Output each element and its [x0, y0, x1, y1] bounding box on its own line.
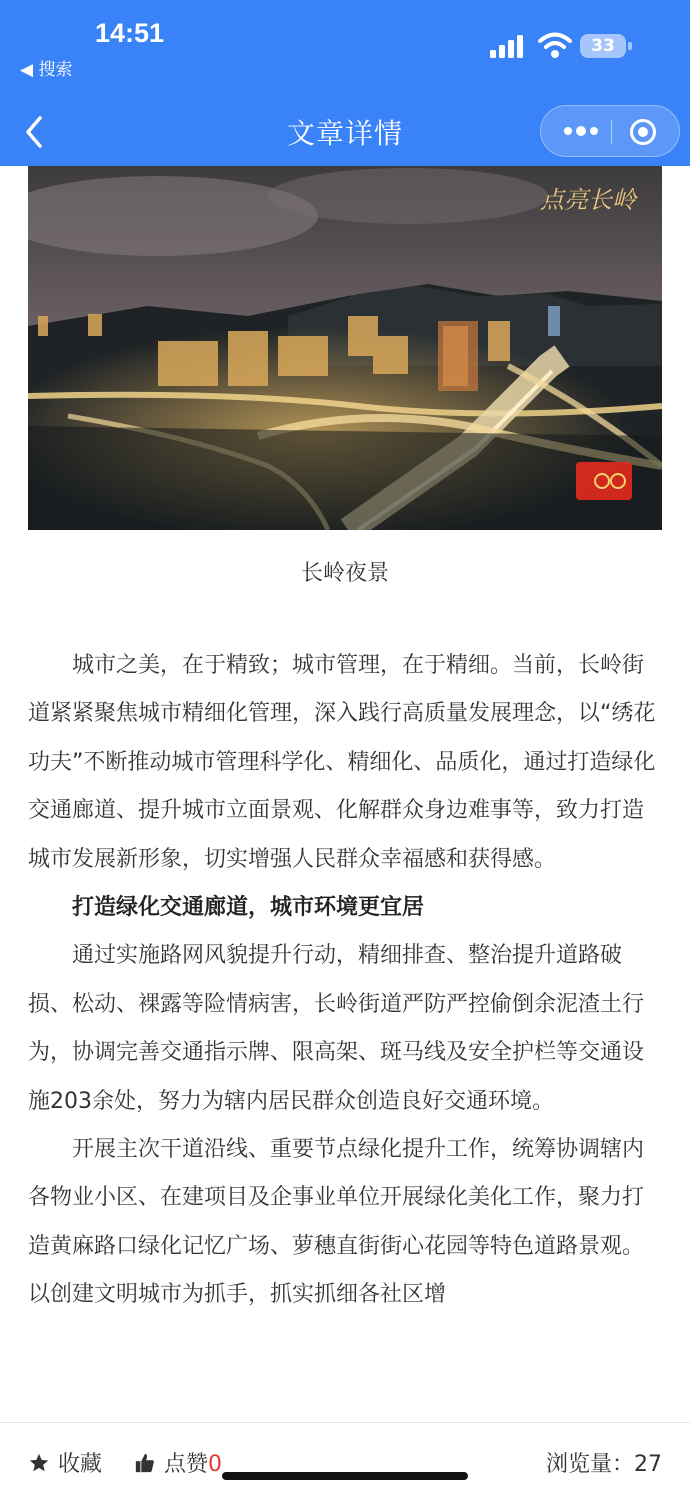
- image-caption: 长岭夜景: [300, 561, 389, 586]
- status-back-to-app[interactable]: ◀ 搜索: [20, 60, 73, 80]
- status-time: 14:51: [95, 18, 165, 48]
- home-indicator[interactable]: [222, 1472, 468, 1480]
- battery-indicator: 33: [580, 34, 626, 58]
- capsule-divider: [611, 120, 612, 144]
- mini-program-capsule: [540, 105, 680, 157]
- signal-icon: [488, 34, 528, 58]
- favorite-label: 收藏: [58, 1452, 103, 1477]
- more-dots-icon[interactable]: [559, 116, 603, 146]
- status-icons: [488, 30, 638, 60]
- article-body: [28, 642, 662, 1320]
- city-night-photo: [28, 166, 662, 530]
- close-target-icon[interactable]: [629, 118, 657, 146]
- thumbs-up-icon: [134, 1452, 156, 1474]
- like-count: 0: [208, 1452, 223, 1477]
- photo-watermark: 点亮长岭: [540, 186, 636, 214]
- article-paragraph: 城市之美，在于精致；城市管理，在于精细。当前，长岭街道紧紧聚焦城市精细化管理，深入践行高质量发展理念，以“绣花功夫”不断推动城市管理科学化、精细化、品质化，通过打造绿化交通廊道、提升城市立面景观、化解群众身边难事等，致力打造城市发展新形象，切实增强人民群众幸福感和获得感。: [28, 653, 656, 872]
- like-button[interactable]: [134, 1447, 222, 1478]
- like-label: 点赞: [164, 1452, 209, 1477]
- section-heading: 打造绿化交通廊道，城市环境更宜居: [72, 895, 425, 921]
- battery-tip: [628, 42, 632, 50]
- article-paragraph: 通过实施路网风貌提升行动，精细排查、整治提升道路破损、松动、裸露等险情病害，长岭街道严防严控偷倒余泥渣土行为，协调完善交通指示牌、限高架、斑马线及安全护栏等交通设施203余处，努力为辖内居民群众创造良好交通环境。: [28, 943, 645, 1114]
- top-header: [0, 0, 690, 166]
- article-paragraph: 开展主次干道沿线、重要节点绿化提升工作，统筹协调辖内各物业小区、在建项目及企事业单位开展绿化美化工作，聚力打造黄麻路口绿化记忆广场、萝穗直街街心花园等特色道路景观。以创建文明城市为抓手，抓实抓细各社区增: [28, 1137, 645, 1308]
- wifi-icon: [538, 30, 572, 60]
- favorite-button[interactable]: [28, 1447, 102, 1478]
- star-icon: [28, 1452, 50, 1474]
- view-count: 浏览量：27: [546, 1452, 662, 1477]
- bottom-action-bar: [0, 1422, 690, 1496]
- page-title: 文章详情: [286, 117, 403, 150]
